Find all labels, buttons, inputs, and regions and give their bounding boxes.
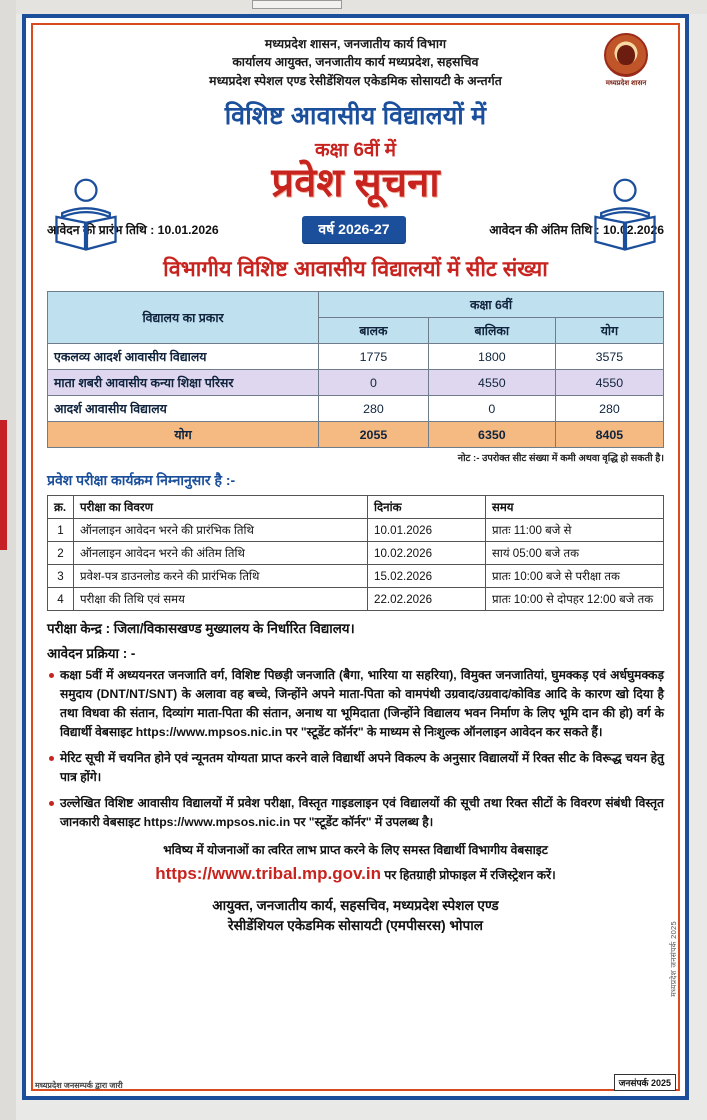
seats-row-1-girls: 4550 — [428, 370, 555, 396]
schedule-row-0-date: 10.01.2026 — [368, 519, 486, 542]
student-reading-icon-right — [582, 175, 668, 255]
seats-row-2-girls: 0 — [428, 396, 555, 422]
scan-left-edge — [0, 0, 16, 1120]
scan-top-edge — [16, 0, 707, 14]
issuing-authority — [47, 896, 664, 935]
seats-row-2-type: आदर्श आवासीय विद्यालय — [48, 396, 319, 422]
poster-inner-frame — [31, 23, 680, 1091]
table-row — [48, 519, 664, 542]
emblem-caption: मध्यप्रदेश शासन — [605, 80, 647, 87]
key-dates-row — [47, 216, 664, 243]
poster-title-line-2: कक्षा 6वीं में — [314, 140, 397, 162]
seats-table-header-row-1 — [48, 292, 664, 318]
seats-total-total: 8405 — [555, 422, 663, 448]
exam-centre-line: परीक्षा केन्द्र : जिला/विकासखण्ड मुख्यालय के निर्धारित विद्यालय। — [47, 621, 355, 637]
seats-row-1-total: 4550 — [555, 370, 663, 396]
application-start-value: 10.01.2026 — [157, 223, 219, 238]
advertisement-poster — [22, 14, 689, 1100]
government-emblem — [594, 33, 658, 88]
seats-row-0-girls: 1800 — [428, 344, 555, 370]
schedule-col-desc: परीक्षा का विवरण — [74, 496, 368, 519]
issuing-authority-line-1: आयुक्त, जनजातीय कार्य, सहसचिव, मध्यप्रदेश स्पेशल एण्ड — [212, 898, 499, 914]
seats-row-1-boys: 0 — [319, 370, 429, 396]
schedule-row-1-sno: 2 — [48, 542, 74, 565]
tribal-portal-url[interactable]: https://www.tribal.mp.gov.in — [155, 864, 381, 884]
list-item: उल्लेखित विशिष्ट आवासीय विद्यालयों में प्रवेश परीक्षा, विस्तृत गाइडलाइन एवं विद्यालयों की सूची तथा रिक्त सीटों के विवरण संबंधी विस्तृत जानकारी वेबसाइट https://www.mpsos.nic.in पर "स्टूडेंट कॉर्नर" में उपलब्ध है। — [47, 794, 664, 832]
application-process-list — [47, 666, 664, 831]
application-process-heading: आवेदन प्रक्रिया : - — [47, 646, 136, 662]
seats-table — [47, 291, 664, 448]
seats-note: नोट :- उपरोक्त सीट संख्या में कमी अथवा वृद्धि हो सकती है। — [457, 453, 664, 465]
scan-left-red-mark — [0, 420, 7, 550]
seats-row-2-boys: 280 — [319, 396, 429, 422]
schedule-row-3-sno: 4 — [48, 588, 74, 611]
seats-col-boys: बालक — [319, 318, 429, 344]
seats-row-0-boys: 1775 — [319, 344, 429, 370]
side-margin-text: मध्यप्रदेश जनसंपर्क 2025 — [669, 921, 678, 997]
seats-row-0-total: 3575 — [555, 344, 663, 370]
table-row — [48, 370, 664, 396]
poster-title-line-1: विशिष्ट आवासीय विद्यालयों में — [224, 102, 487, 131]
student-reading-icon-left — [43, 175, 129, 255]
seats-col-school-type: विद्यालय का प्रकार — [48, 292, 319, 344]
schedule-col-date: दिनांक — [368, 496, 486, 519]
publication-stamp: जनसंपर्क 2025 — [614, 1074, 676, 1091]
seats-section-title: विभागीय विशिष्ट आवासीय विद्यालयों में सीट संख्या — [163, 257, 548, 282]
schedule-row-1-desc: ऑनलाइन आवेदन भरने की अंतिम तिथि — [74, 542, 368, 565]
seats-row-0-type: एकलव्य आदर्श आवासीय विद्यालय — [48, 344, 319, 370]
application-start-label: आवेदन की प्रारंभ तिथि : — [47, 223, 155, 238]
seats-total-boys: 2055 — [319, 422, 429, 448]
emblem-icon — [604, 33, 648, 77]
schedule-row-1-date: 10.02.2026 — [368, 542, 486, 565]
schedule-row-0-time: प्रातः 11:00 बजे से — [486, 519, 664, 542]
application-end-label: आवेदन की अंतिम तिथि : — [489, 223, 600, 238]
department-line-1: मध्यप्रदेश शासन, जनजातीय कार्य विभाग — [264, 37, 447, 51]
table-row — [48, 396, 664, 422]
schedule-row-2-time: प्रातः 10:00 बजे से परीक्षा तक — [486, 565, 664, 588]
schedule-row-1-time: सायं 05:00 बजे तक — [486, 542, 664, 565]
list-item: कक्षा 5वीं में अध्ययनरत जनजाति वर्ग, विशिष्ट पिछड़ी जनजाति (बैगा, भारिया या सहरिया), विमुक्त जनजातियां, घुमक्कड़ एवं अर्धघुमक्कड़ समुदाय (DNT/NT/SNT) के अलावा वह बच्चे, जिन्होंने अपने माता-पिता को वामपंथी उग्रवाद/उग्रवाद/कोविड आदि के कारण खो दिया है तथा विधवा की संतान, दिव्यांग माता-पिता की संतान, अनाथ या भूमिदाता (जिन्होंने विद्यालय भवन निर्माण के लिए भूमि दान की हो) वर्ग के विद्यार्थी वेबसाइट https://www.mpsos.nic.in पर "स्टूडेंट कॉर्नर" के माध्यम से निःशुल्क ऑनलाइन आवेदन कर सकते हैं। — [47, 666, 664, 742]
schedule-row-2-desc: प्रवेश-पत्र डाउनलोड करने की प्रारंभिक तिथि — [74, 565, 368, 588]
seats-row-1-type: माता शबरी आवासीय कन्या शिक्षा परिसर — [48, 370, 319, 396]
seats-total-label: योग — [48, 422, 319, 448]
scan-top-marker — [252, 0, 342, 9]
issuing-authority-line-2: रेसीडेंशियल एकेडमिक सोसायटी (एमपीसरस) भोपाल — [228, 917, 483, 933]
application-end-value: 10.02.2026 — [603, 223, 664, 238]
list-item: मेरिट सूची में चयनित होने एवं न्यूनतम योग्यता प्राप्त करने वाले विद्यार्थी अपने विकल्प के अनुसार विद्यालयों में रिक्त सीट के विरूद्ध चयन हेतु पात्र होंगे। — [47, 749, 664, 787]
footer-registration-note — [47, 841, 664, 888]
footer-note-line-2: पर हितग्राही प्रोफाइल में रजिस्ट्रेशन करें। — [384, 868, 556, 883]
table-row — [48, 542, 664, 565]
table-row — [48, 344, 664, 370]
poster-header — [47, 35, 664, 90]
schedule-row-3-date: 22.02.2026 — [368, 588, 486, 611]
session-year-badge: वर्ष 2026-27 — [302, 216, 405, 243]
department-line-3: मध्यप्रदेश स्पेशल एण्ड रेसीडेंशियल एकेडमिक सोसायटी के अन्तर्गत — [209, 73, 502, 88]
seats-col-class: कक्षा 6वीं — [319, 292, 664, 318]
table-row — [48, 565, 664, 588]
schedule-row-2-sno: 3 — [48, 565, 74, 588]
schedule-col-time: समय — [486, 496, 664, 519]
poster-title-line-3: प्रवेश सूचना — [271, 161, 440, 206]
schedule-row-0-desc: ऑनलाइन आवेदन भरने की प्रारंभिक तिथि — [74, 519, 368, 542]
seats-col-total: योग — [555, 318, 663, 344]
department-line-2: कार्यालय आयुक्त, जनजातीय कार्य मध्यप्रदेश, सहसचिव — [232, 55, 479, 70]
schedule-table — [47, 495, 664, 611]
seats-row-2-total: 280 — [555, 396, 663, 422]
seats-total-row — [48, 422, 664, 448]
seats-col-girls: बालिका — [428, 318, 555, 344]
schedule-col-sno: क्र. — [48, 496, 74, 519]
issued-by-caption: मध्यप्रदेश जनसम्पर्क द्वारा जारी — [35, 1081, 123, 1090]
schedule-row-2-date: 15.02.2026 — [368, 565, 486, 588]
table-row — [48, 588, 664, 611]
footer-note-line-1: भविष्य में योजनाओं का त्वरित लाभ प्राप्त करने के लिए समस्त विद्यार्थी विभागीय वेबसाइट — [163, 842, 548, 857]
schedule-row-3-desc: परीक्षा की तिथि एवं समय — [74, 588, 368, 611]
schedule-row-3-time: प्रातः 10:00 से दोपहर 12:00 बजे तक — [486, 588, 664, 611]
schedule-heading: प्रवेश परीक्षा कार्यक्रम निम्नानुसार है :- — [47, 472, 236, 489]
seats-total-girls: 6350 — [428, 422, 555, 448]
schedule-row-0-sno: 1 — [48, 519, 74, 542]
schedule-header-row — [48, 496, 664, 519]
